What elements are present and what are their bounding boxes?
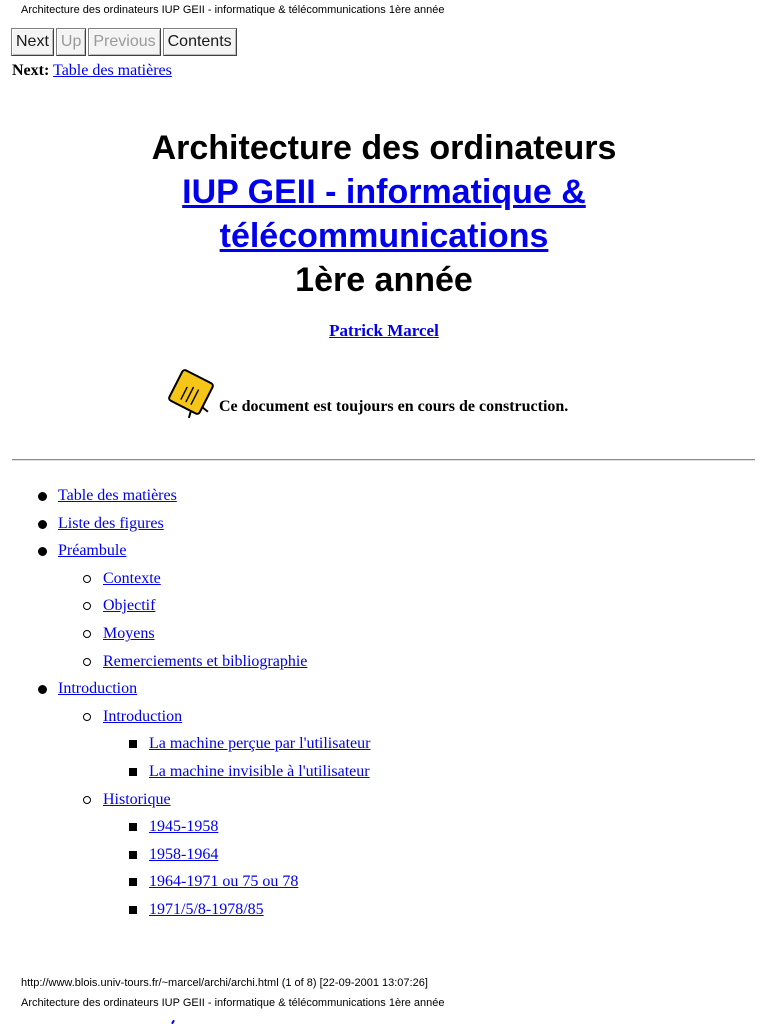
toc-item (129, 900, 264, 920)
toc-link[interactable]: Remerciements et bibliographie (103, 653, 308, 670)
toc-item (38, 486, 177, 506)
toc-link[interactable]: La machine perçue par l'utilisateur (149, 735, 371, 752)
construction-sign-icon (165, 366, 217, 418)
divider (12, 459, 755, 461)
page-title (0, 126, 768, 302)
next-line (12, 62, 172, 80)
title-link-line-2[interactable]: IUP GEII - informatique & (182, 173, 586, 211)
bullet-icon (83, 713, 91, 721)
toc-link[interactable]: Contexte (103, 570, 161, 587)
author-link[interactable]: Patrick Marcel (329, 321, 439, 340)
toc-link[interactable]: Liste des figures (58, 515, 164, 532)
toc-item (38, 514, 164, 534)
toc-item (83, 707, 182, 727)
toc-item (83, 790, 171, 810)
bullet-icon (38, 520, 47, 529)
toc-item (129, 734, 370, 754)
toc-link[interactable]: 1945-1958 (149, 818, 219, 835)
bullet-icon (129, 768, 137, 776)
toc-link[interactable]: 1971/5/8-1978/85 (149, 901, 264, 918)
next-link[interactable]: Table des matières (53, 62, 172, 79)
toc-item (129, 845, 218, 865)
bullet-icon (83, 602, 91, 610)
toc-item (38, 541, 126, 561)
toc-link[interactable]: Moyens (103, 625, 155, 642)
toc-link[interactable]: Préambule (58, 542, 127, 559)
bullet-icon (83, 658, 91, 666)
next-button[interactable]: Next (11, 28, 54, 56)
toc-link[interactable]: Objectif (103, 597, 156, 614)
bullet-icon (83, 630, 91, 638)
toc-item (83, 596, 155, 616)
print-header: Architecture des ordinateurs IUP GEII - informatique & télécommunications 1ère année (21, 4, 445, 16)
bullet-icon (83, 796, 91, 804)
toc-link[interactable]: Historique (103, 791, 171, 808)
toc-link[interactable]: 1958-1964 (149, 846, 219, 863)
up-button[interactable]: Up (56, 28, 86, 56)
bullet-icon (129, 878, 137, 886)
toc-link[interactable]: Introduction (58, 680, 138, 697)
bullet-icon (129, 851, 137, 859)
nav-bar (11, 28, 237, 56)
footer-cut-glyph (170, 1018, 176, 1024)
bullet-icon (38, 685, 47, 694)
bullet-icon (129, 906, 137, 914)
next-label: Next: (12, 62, 50, 79)
toc-item (129, 817, 218, 837)
bullet-icon (129, 823, 137, 831)
title-line-4: 1ère année (295, 261, 473, 299)
contents-button[interactable]: Contents (163, 28, 237, 56)
toc-item (129, 872, 298, 892)
footer-url: http://www.blois.univ-tours.fr/~marcel/archi/archi.html (1 of 8) [22-09-2001 13:07:26] (21, 977, 428, 989)
construction-text: Ce document est toujours en cours de construction. (219, 398, 569, 415)
bullet-icon (83, 575, 91, 583)
title-line-1: Architecture des ordinateurs (151, 129, 617, 167)
toc-item (129, 762, 370, 782)
toc-item (38, 679, 137, 699)
toc-item (83, 652, 307, 672)
toc-item (83, 569, 161, 589)
toc-link[interactable]: La machine invisible à l'utilisateur (149, 763, 370, 780)
toc-item (83, 624, 155, 644)
bullet-icon (38, 547, 47, 556)
title-link-line-3[interactable]: télécommunications (219, 217, 549, 255)
toc-link[interactable]: Table des matières (58, 487, 177, 504)
author (0, 321, 768, 341)
bullet-icon (38, 492, 47, 501)
bullet-icon (129, 740, 137, 748)
construction-notice (165, 366, 568, 418)
toc-link[interactable]: 1964-1971 ou 75 ou 78 (149, 873, 299, 890)
toc-link[interactable]: Introduction (103, 708, 183, 725)
previous-button[interactable]: Previous (88, 28, 160, 56)
footer-header: Architecture des ordinateurs IUP GEII - informatique & télécommunications 1ère année (21, 997, 445, 1009)
